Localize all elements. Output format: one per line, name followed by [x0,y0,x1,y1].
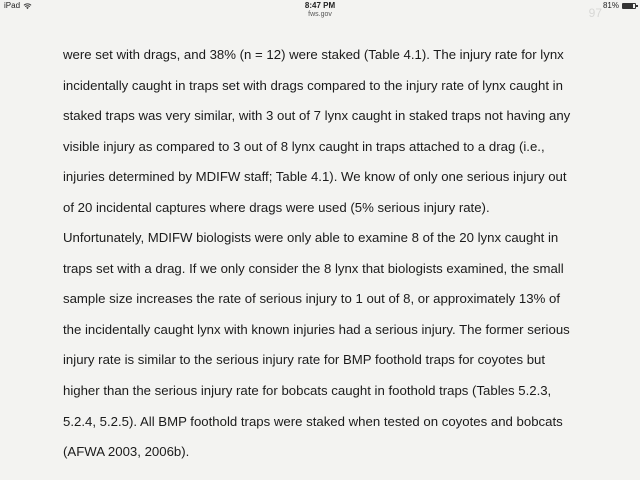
document-line: were set with drags, and 38% (n = 12) were staked (Table 4.1). The injury rate for lynx [63,47,564,62]
document-line: the incidentally caught lynx with known injuries had a serious injury. The former serious [63,321,570,337]
document-line: staked traps was very similar, with 3 out of 7 lynx caught in staked traps not having any [63,108,571,124]
battery-icon [622,3,636,9]
document-line: traps set with a drag. If we only consider the 8 lynx that biologists examined, the small [63,260,564,276]
document-line: higher than the serious injury rate for bobcats caught in foothold traps (Tables 5.2.3, [63,383,552,399]
document-line: (AFWA 2003, 2006b). [63,444,190,460]
status-time: 8:47 PM [304,1,336,10]
address-bar[interactable]: fws.gov [308,11,332,18]
battery-percent: 81% [602,1,619,10]
document-body [63,40,618,468]
document-line: 5.2.4, 5.2.5). All BMP foothold traps were staked when tested on coyotes and bobcats [63,413,563,429]
device-name: iPad [4,1,21,10]
battery-fill [623,4,633,8]
document-line: injuries determined by MDIFW staff; Table 4.1). We know of only one serious injury out [63,169,567,185]
document-line: sample size increases the rate of serious injury to 1 out of 8, or approximately 13% of [63,291,560,307]
document-line: visible injury as compared to 3 out of 8 lynx caught in traps attached to a drag (i.e., [63,138,545,154]
page-number-indicator: 97 [588,6,602,20]
document-line: of 20 incidental captures where drags were used (5% serious injury rate). [63,199,490,215]
document-line: Unfortunately, MDIFW biologists were only able to examine 8 of the 20 lynx caught in [63,230,559,246]
document-line: injury rate is similar to the serious injury rate for BMP foothold traps for coyotes but [63,352,546,368]
document-line: incidentally caught in traps set with drags compared to the injury rate of lynx caught in [63,77,563,93]
